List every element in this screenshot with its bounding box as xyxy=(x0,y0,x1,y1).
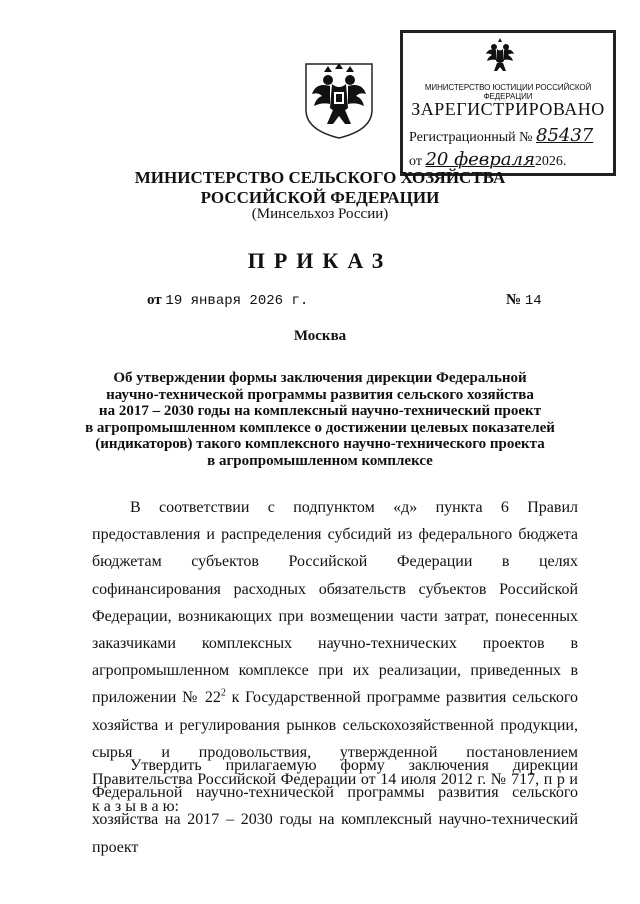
stamp-number-value: 85437 xyxy=(536,125,594,146)
preamble-text: В соответствии с подпунктом «д» пункта 6 Правил предоставления и распределения субсидий из федерального бюджета бюджетам субъектов Российской Федерации в целях софинансирования расходных обязательств субъектов Российской Федерации, возникающих при возмещении части затрат, понесенных заказчиками комплексных научно-технических проектов в агропромышленном комплексе при их реализации, приведенных в приложении № 22 xyxy=(92,499,578,707)
registration-stamp xyxy=(400,30,616,176)
order-number-value: 14 xyxy=(524,293,542,309)
ministry-short-name: (Минсельхоз России) xyxy=(251,206,389,222)
stamp-registration-date: от 20 февраля2026. xyxy=(409,149,567,170)
document-title: ПРИКАЗ xyxy=(247,248,393,273)
subject-line: в агропромышленном комплексе xyxy=(207,452,433,469)
subject-line: Об утверждении формы заключения дирекции Федеральной xyxy=(113,370,527,386)
stamp-date-value: 20 февраля xyxy=(425,149,535,170)
order-date xyxy=(147,292,308,309)
body-paragraph-order: Утвердить прилагаемую форму заключения дирекции Федеральной научно-технической программы развития сельского хозяйства на 2017 – 2030 годы на комплексный научно-технический проект xyxy=(92,757,578,856)
preamble-superscript: 2 xyxy=(220,688,226,700)
ministry-name xyxy=(0,168,640,208)
order-number-label: № xyxy=(506,292,522,308)
ministry-name-line1: МИНИСТЕРСТВО СЕЛЬСКОГО ХОЗЯЙСТВА xyxy=(134,168,506,187)
stamp-registered-label: ЗАРЕГИСТРИРОВАНО xyxy=(411,99,605,119)
order-city: Москва xyxy=(293,328,347,344)
stamp-date-year: 2026 xyxy=(534,154,563,169)
preamble-text-continued: к Государственной программе развития сельского хозяйства и регулирования рынков сельскохозяйственной продукции, сырья и продовольствия, утвержденной постановлением Правительства Российской Федерации от 14 июля 2012 г. № 717, п р и к а з ы в а ю: xyxy=(92,689,579,816)
order-subject xyxy=(0,370,640,470)
stamp-ministry-name: МИНИСТЕРСТВО ЮСТИЦИИ РОССИЙСКОЙ ФЕДЕРАЦИИ xyxy=(424,83,592,101)
stamp-number-label: Регистрационный № xyxy=(409,130,533,145)
coat-of-arms-emblem-icon xyxy=(302,60,376,140)
stamp-date-prefix: от xyxy=(409,154,422,169)
order-number xyxy=(506,292,542,309)
subject-line: научно-технической программы развития сельского хозяйства xyxy=(106,386,534,403)
subject-line: (индикаторов) такого комплексного научно-технического проекта xyxy=(95,436,545,453)
stamp-registration-number xyxy=(409,125,593,146)
subject-line: на 2017 – 2030 годы на комплексный научно-технический проект xyxy=(98,403,542,420)
ministry-name-line2: РОССИЙСКОЙ ФЕДЕРАЦИИ xyxy=(200,188,440,207)
subject-line: в агропромышленном комплексе о достижении целевых показателей xyxy=(85,419,555,436)
stamp-coat-of-arms-icon xyxy=(483,37,517,75)
order-date-prefix: от xyxy=(147,292,162,308)
order-date-value: 19 января 2026 г. xyxy=(165,293,309,309)
